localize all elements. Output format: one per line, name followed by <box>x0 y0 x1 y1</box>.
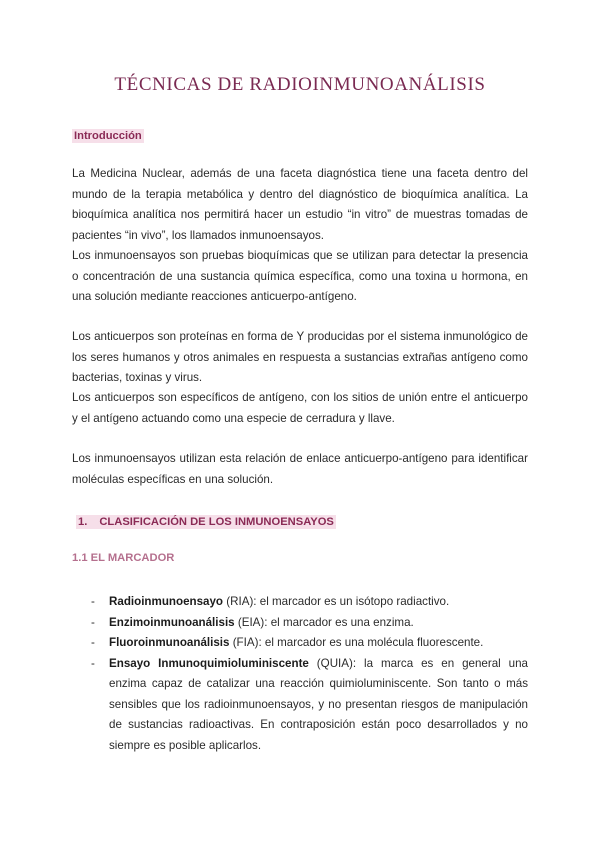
list-dash: - <box>91 615 95 629</box>
paragraph: Los anticuerpos son específicos de antígeno, con los sitios de unión entre el anticuerpo y el antígeno actuando como una especie de cerradura y llave. <box>72 391 528 425</box>
paragraph: Los inmunoensayos son pruebas bioquímicas que se utilizan para detectar la presencia o concentración de una sustancia química específica, como una toxina u hormona, en una solución mediante reacciones anticuerpo-antígeno. <box>72 249 528 303</box>
list-item-text: (RIA): el marcador es un isótopo radiactivo. <box>223 595 450 608</box>
list-item-term: Ensayo Inmunoquimioluminiscente <box>109 656 309 670</box>
section-heading <box>76 512 336 530</box>
section-heading-label <box>76 515 336 529</box>
marker-list <box>91 592 528 756</box>
list-dash: - <box>91 595 95 608</box>
paragraph: La Medicina Nuclear, además de una faceta diagnóstica tiene una faceta dentro del mundo de la terapia metabólica y dentro del diagnóstico de bioquímica analítica. La bioquímica analítica nos permitirá hacer un estudio “in vitro” de muestras tomadas de pacientes “in vivo”, los llamados inmunoensayos. <box>72 167 528 242</box>
list-item-text: (FIA): el marcador es una molécula fluorescente. <box>229 636 484 649</box>
list-item-term: Enzimoinmunoanálisis <box>109 615 235 629</box>
page-title: TÉCNICAS DE RADIOINMUNOANÁLISIS <box>114 74 486 95</box>
list-item-text: (EIA): el marcador es una enzima. <box>234 615 414 629</box>
section-number: 1. <box>78 516 88 528</box>
list-item <box>91 592 528 613</box>
list-item <box>91 654 528 757</box>
list-item <box>91 613 528 634</box>
list-item-term: Radioinmunoensayo <box>109 595 224 608</box>
intro-heading <box>72 126 144 144</box>
list-dash: - <box>91 656 95 670</box>
list-item <box>91 633 528 654</box>
list-dash: - <box>91 636 95 649</box>
section-title: CLASIFICACIÓN DE LOS INMUNOENSAYOS <box>99 516 334 528</box>
list-item-text: (QUIA): la marca es en general una enzima capaz de catalizar una reacción quimioluminiscente. Son tanto o más sensibles que los radioinmunoensayos, y no presentan riesgos de manipulación de sustancias radioactivas. En contraposición están poco desarrollados y no siempre es posible aplicarlos. <box>109 656 529 752</box>
subsection-heading: 1.1 EL MARCADOR <box>72 552 175 564</box>
list-item-term: Fluoroinmunoanálisis <box>109 636 230 649</box>
intro-heading-label: Introducción <box>74 130 142 142</box>
paragraph: Los anticuerpos son proteínas en forma de Y producidas por el sistema inmunológico de los seres humanos y otros animales en respuesta a sustancias extrañas antígeno como bacterias, toxinas y virus. <box>72 330 528 384</box>
paragraph: Los inmunoensayos utilizan esta relación de enlace anticuerpo-antígeno para identificar moléculas específicas en una solución. <box>72 452 528 486</box>
